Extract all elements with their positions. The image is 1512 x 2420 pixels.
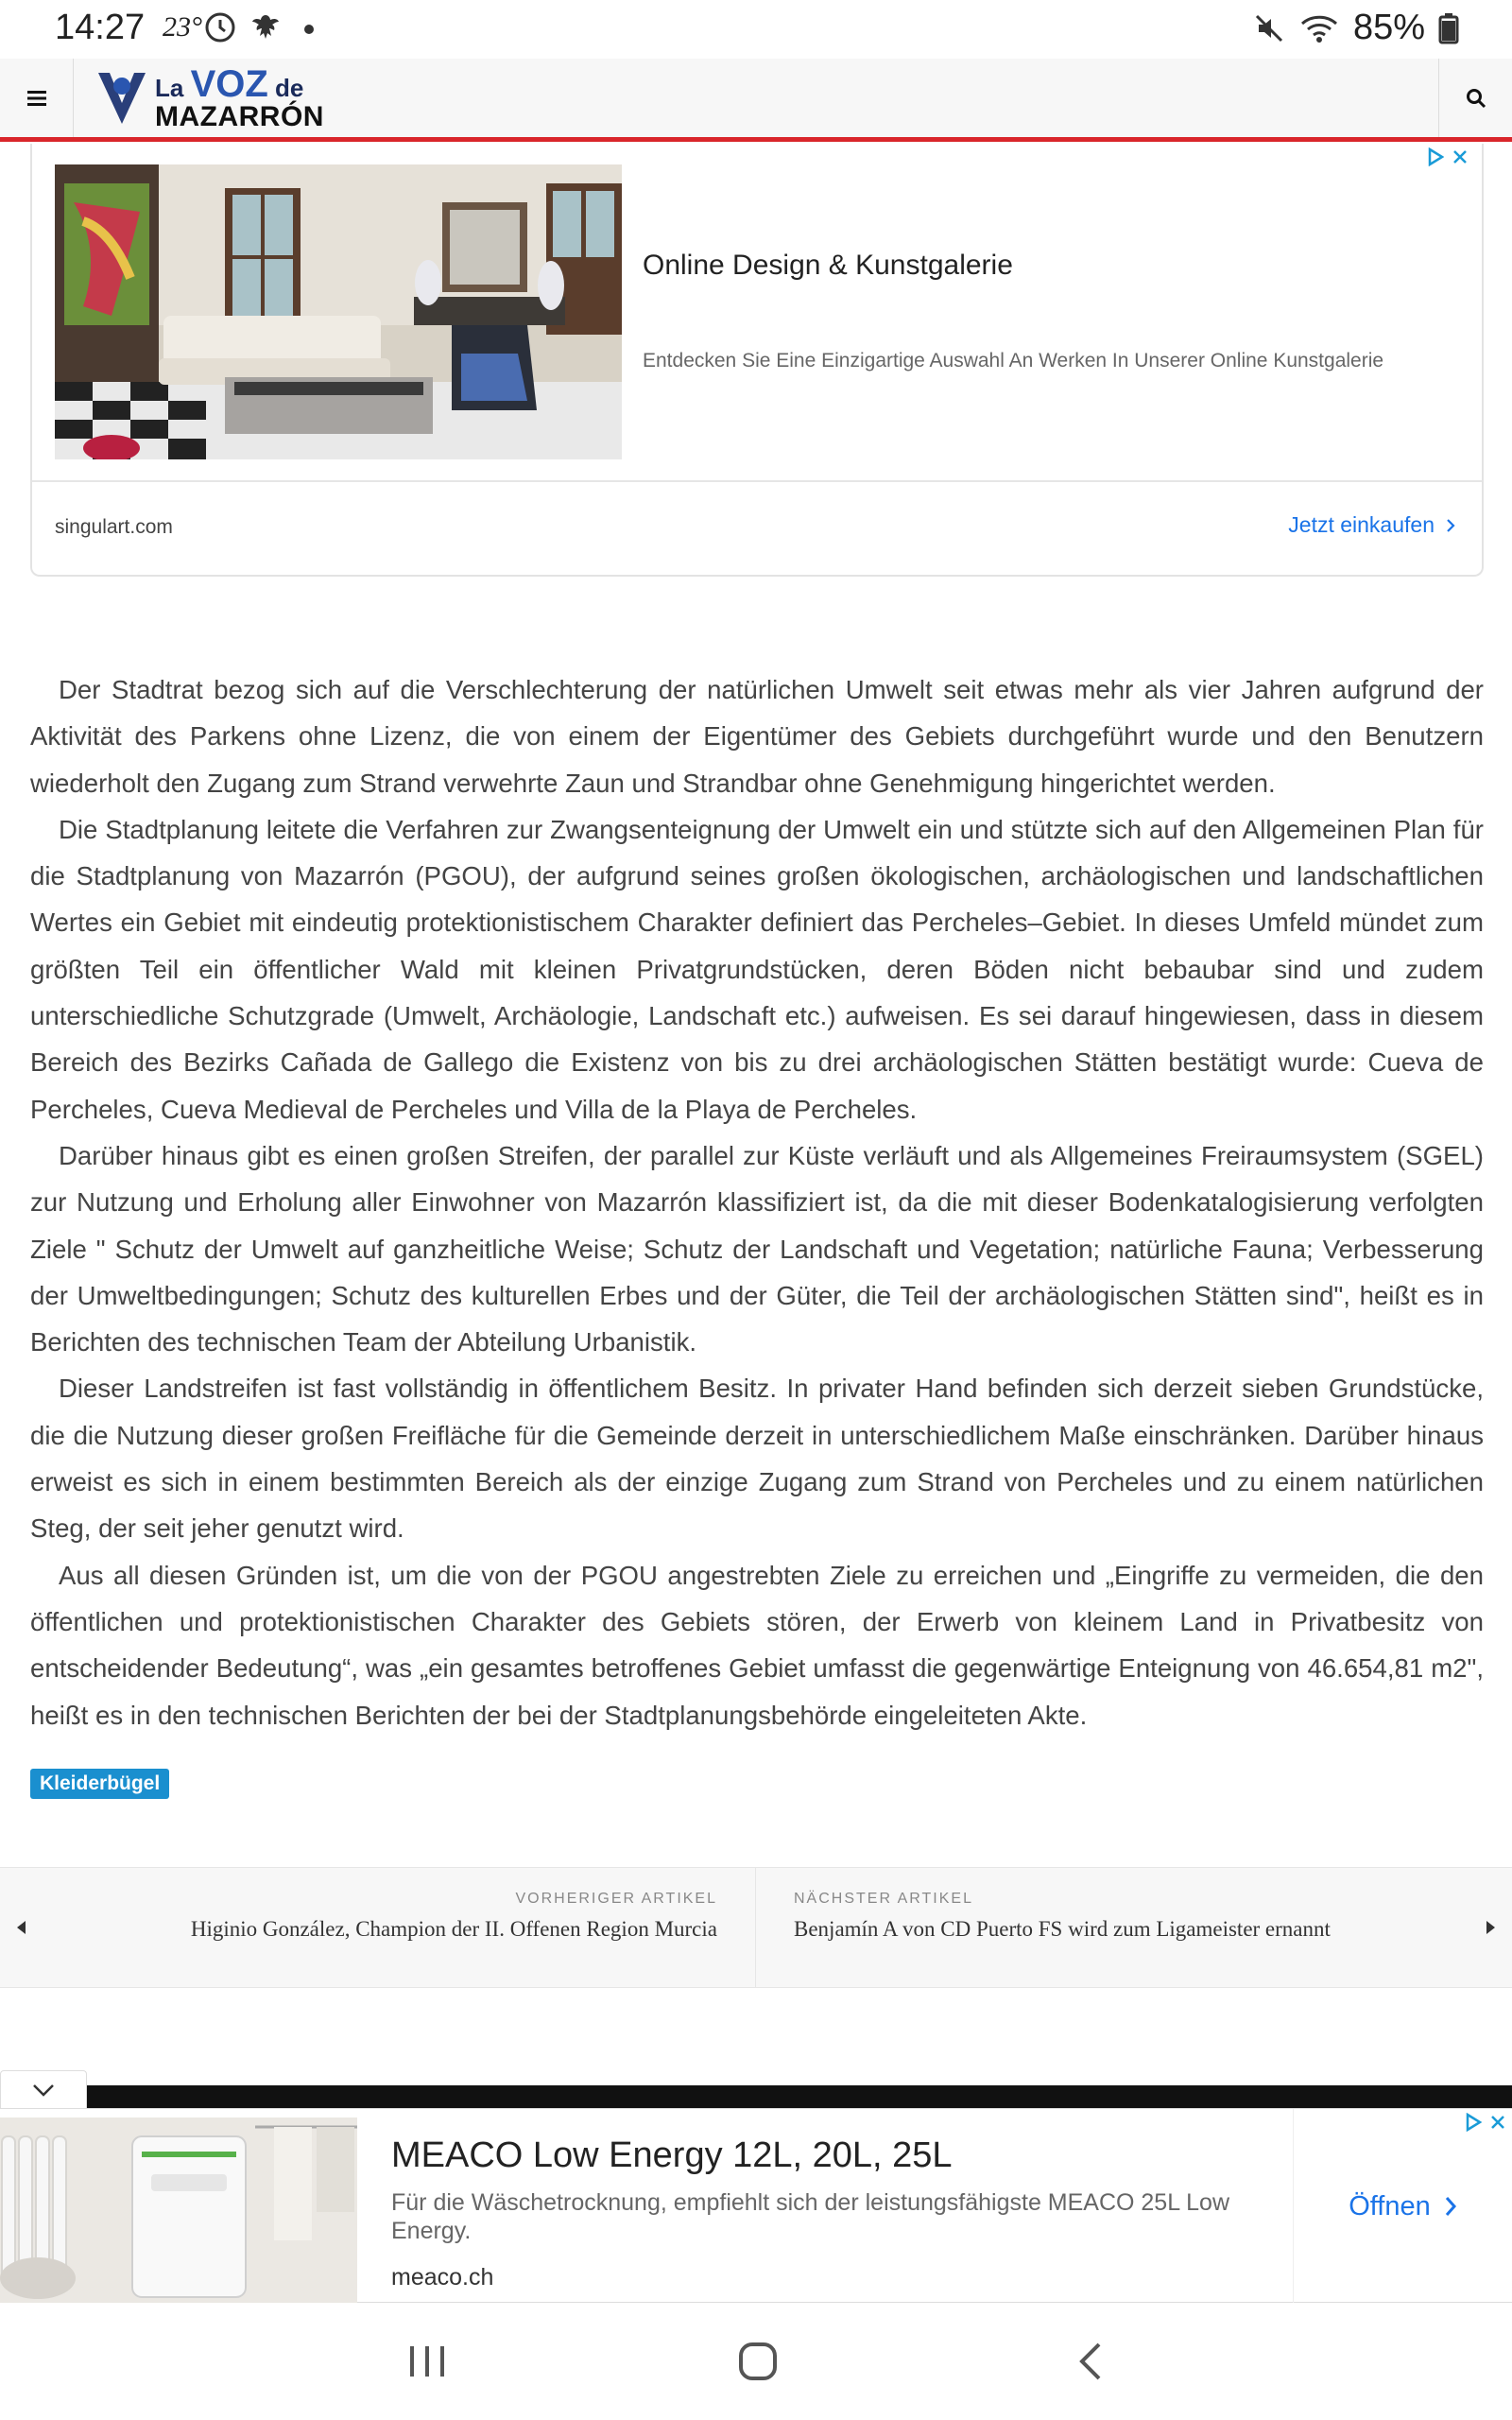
menu-button[interactable] [0,59,74,137]
sticky-ad-cta-label: Öffnen [1349,2190,1431,2221]
post-navigation [0,1867,1512,1988]
chevron-right-icon [1446,518,1455,533]
next-article-title[interactable]: Benjamín A von CD Puerto FS wird zum Ligameister ernannt [794,1917,1331,1941]
ad-cta-button[interactable] [1288,512,1455,538]
living-room-illustration [55,164,622,459]
status-bar [0,0,1512,59]
article-paragraph: Der Stadtrat bezog sich auf die Verschlechterung der natürlichen Umwelt seit etwas mehr als vier Jahren aufgrund der Aktivität des Parkens ohne Lizenz, die von einem der Eigentümer des Gebiets durchgeführt wurde und den Benutzern wiederholt den Zugang zum Strand verwehrte Zaun und Strandbar ohne Genehmigung hingerichtet werden. [30,675,1484,798]
status-temperature: 23° [163,11,202,43]
status-right [1253,8,1459,48]
ad-domain[interactable]: singulart.com [55,516,173,538]
mute-icon [1253,12,1285,44]
ad-title[interactable]: Online Design & Kunstgalerie [643,250,1013,281]
recent-apps-button[interactable] [389,2331,465,2392]
previous-article-title[interactable]: Higinio González, Champion der II. Offenen Region Murcia [190,1917,717,1941]
logo-voz: VOZ [190,63,268,105]
ad-divider [32,480,1482,482]
ad-cta-label: Jetzt einkaufen [1288,512,1435,537]
search-button[interactable] [1438,59,1512,137]
logo-wordmark [155,65,324,131]
adchoices-icon[interactable] [1465,2113,1482,2132]
ad-choices[interactable] [1427,147,1469,166]
recent-apps-icon [406,2342,448,2380]
site-logo[interactable] [96,63,324,132]
notification-dot [304,25,314,34]
previous-article-link[interactable] [0,1868,756,1987]
close-icon[interactable] [1452,147,1469,166]
ad-image[interactable] [55,164,622,459]
home-icon [737,2341,779,2382]
next-article-link[interactable] [756,1868,1512,1987]
back-button[interactable] [1053,2331,1128,2392]
ad-description[interactable]: Entdecken Sie Eine Einzigartige Auswahl An Werken In Unserer Online Kunstgalerie [643,350,1384,372]
sticky-ad-choices[interactable] [1465,2113,1506,2132]
status-time: 14:27 [55,8,146,47]
article-body [30,666,1484,1738]
battery-percent: 85% [1352,8,1425,47]
collapse-ad-button[interactable] [0,2070,87,2108]
article-paragraph: Darüber hinaus gibt es einen großen Streifen, der parallel zur Küste verläuft und als Allgemeines Freiraumsystem (SGEL) zur Nutzung und Erholung aller Einwohner von Mazarrón klassifiziert ist, da die mit dieser Bodenkatalogisierung verfolgten Ziele " Schutz der Umwelt auf ganzheitliche Weise; Schutz der Landschaft und Vegetation; natürliche Fauna; Verbesserung der Umweltbedingungen; Schutz des kulturellen Erbes und der Güter, die Teil der archäologischen Stätten sind", heißt es in Berichten des technischen Team der Abteilung Urbanistik. [30,1140,1484,1357]
sticky-ad-bar [87,2085,1512,2108]
sticky-ad-description[interactable]: Für die Wäschetrocknung, empfiehlt sich der leistungsfähigste MEACO 25L Low Energy. [391,2189,1229,2244]
previous-article-label: VORHERIGER ARTIKEL [515,1891,717,1907]
sticky-ad[interactable] [0,2108,1512,2303]
caret-left-icon [17,1921,26,1934]
sticky-ad-image[interactable] [0,2118,357,2303]
adchoices-icon[interactable] [1427,147,1444,166]
search-icon [1466,88,1486,109]
sticky-ad-cta-button[interactable] [1349,2191,1457,2222]
article-paragraph: Dieser Landstreifen ist fast vollständig in öffentlichem Besitz. In privater Hand befinden sich derzeit sieben Grundstücke, die die Nutzung dieser großen Freifläche für die Gemeinde derzeit in unterschiedlichem Maße einschränken. Darüber hinaus erweist es sich in einem bestimmten Bereich als der einzige Zugang zum Strand von Percheles und zu einem natürlichen Steg, der seit jeher genutzt wird. [30,1374,1484,1544]
article-tag[interactable]: Kleiderbügel [30,1769,169,1799]
logo-emblem-icon [96,69,147,128]
dehumidifier-illustration [0,2118,357,2303]
caret-right-icon [1486,1921,1495,1934]
chevron-right-icon [1444,2195,1457,2218]
sticky-ad-cta-area[interactable] [1293,2109,1512,2304]
logo-la: La [155,74,184,102]
display-ad[interactable] [30,144,1484,577]
wifi-icon [1298,12,1340,44]
eagle-icon [249,11,282,43]
home-button[interactable] [720,2331,796,2392]
battery-icon [1438,12,1459,44]
close-icon[interactable] [1489,2113,1506,2132]
chevron-down-icon [32,2083,55,2097]
next-article-label: NÄCHSTER ARTIKEL [794,1891,973,1907]
logo-city: MAZARRÓN [155,101,324,132]
system-navigation-bar [0,2303,1512,2420]
back-icon [1076,2341,1105,2382]
article-paragraph: Die Stadtplanung leitete die Verfahren zur Zwangsenteignung der Umwelt ein und stützte sich auf den Allgemeinen Plan für die Stadtplanung von Mazarrón (PGOU), der aufgrund seines großen ökologischen, archäologischen und landschaftlichen Wertes ein Gebiet mit eindeutig protektionistischem Charakter definiert das Percheles–Gebiet. In dieses Umfeld mündet zum größten Teil ein öffentlicher Wald mit kleinen Privatgrundstücken, deren Böden nicht bebaubar sind und zudem unterschiedliche Schutzgrade (Umwelt, Archäologie, Landschaft etc.) aufweisen. Es sei darauf hingewiesen, dass in diesem Bereich des Bezirks Cañada de Gallego die Existenz von bis zu drei archäologischen Stätten bestätigt wurde: Cueva de Percheles, Cueva Medieval de Percheles und Villa de la Playa de Percheles. [30,814,1484,1124]
hamburger-icon [27,91,46,106]
sticky-ad-domain[interactable]: meaco.ch [391,2264,494,2290]
sticky-ad-title[interactable]: MEACO Low Energy 12L, 20L, 25L [391,2135,953,2175]
site-header [0,59,1512,142]
clock-icon [204,11,236,43]
logo-de: de [275,74,304,102]
article-paragraph: Aus all diesen Gründen ist, um die von der PGOU angestrebten Ziele zu erreichen und „Eingriffe zu vermeiden, die den öffentlichen und protektionistischen Charakter des Gebiets stören, der Erwerb von kleinem Land in Privatbesitz von entscheidender Bedeutung“, was „ein gesamtes betroffenes Gebiet umfasst die gegenwärtige Enteignung von 46.654,81 m2", heißt es in den technischen Berichten der bei der Stadtplanungsbehörde eingeleiteten Akte. [30,1560,1484,1730]
